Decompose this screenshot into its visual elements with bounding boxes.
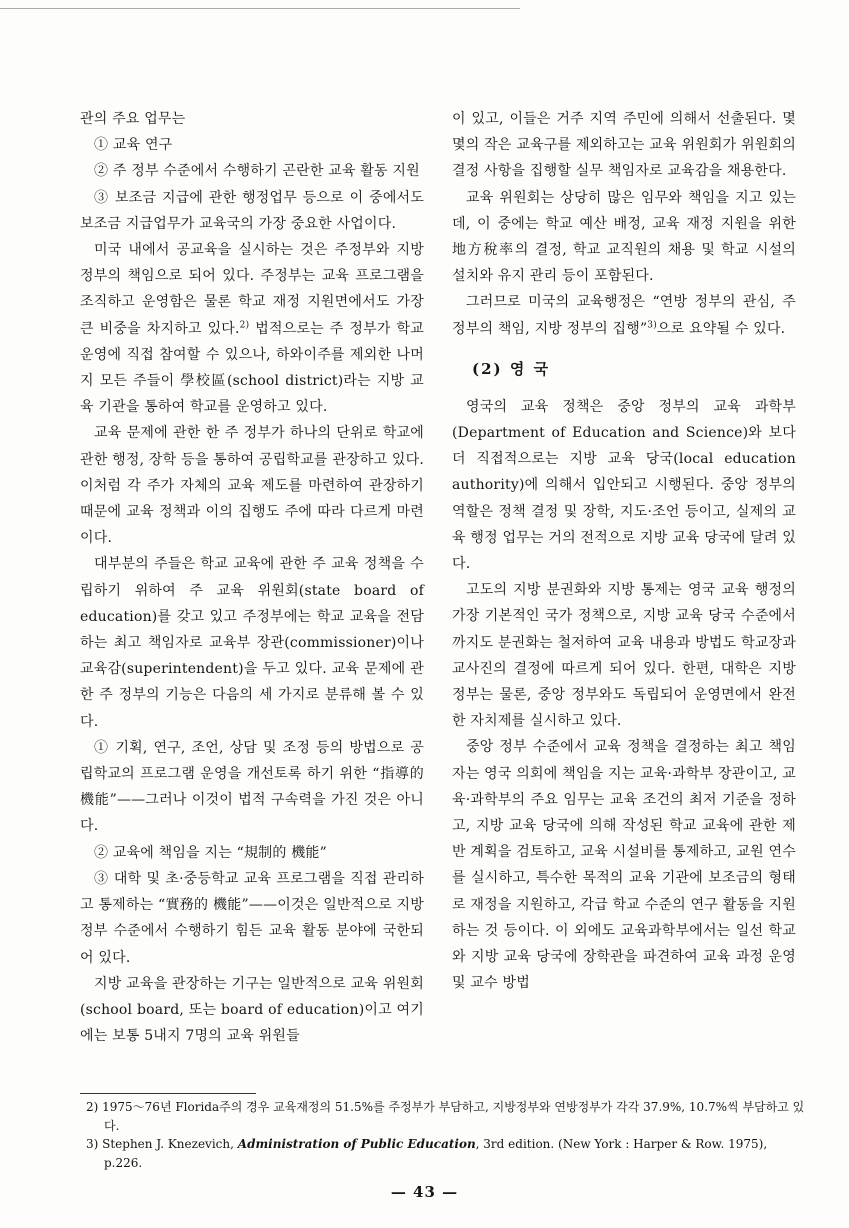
paragraph: 이 있고, 이들은 거주 지역 주민에 의해서 선출된다. 몇몇의 작은 교육구를 제외하고는 교육 위원회가 위원회의 결정 사항을 집행할 실무 책임자로 교육감을 채용한다.: [452, 111, 796, 180]
paragraph: 관의 주요 업무는: [80, 111, 186, 127]
list-item: ① 교육 연구: [94, 137, 173, 154]
paragraph: 교육 문제에 관한 한 주 정부가 하나의 단위로 학교에 관한 행정, 장학 등을 통하여 공립학교를 관장하고 있다. 이처럼 각 주가 자체의 교육 제도를 마련하여 관장하기 때문에 교육 정책과 이의 집행도 주에 따라 다르게 마련이다.: [80, 425, 424, 547]
footnote-3: 3) Stephen J. Knezevich, Administration of Public Education, 3rd edition. (New York : Harper & Row. 1975), p.226.: [86, 1137, 768, 1170]
footnote-2: 2) 1975～76년 Florida주의 경우 교육재정의 51.5%를 주정부가 부담하고, 지방정부와 연방정부가 각각 37.9%, 10.7%씩 부담하고 있다.: [86, 1100, 805, 1133]
right-column: [452, 106, 796, 997]
paragraph: 지방 교육을 관장하는 기구는 일반적으로 교육 위원회(school board, 또는 board of education)이고 여기에는 보통 5내지 7명의 교육 위원들: [80, 975, 424, 1045]
list-item: ② 교육에 책임을 지는 “規制的 機能”: [94, 844, 327, 861]
paragraph: 교육 위원회는 상당히 많은 임무와 책임을 지고 있는데, 이 중에는 학교 예산 배정, 교육 재정 지원을 위한 地方稅率의 결정, 학교 교직원의 채용 및 학교 시설의 설치와 유지 관리 등이 포함된다.: [452, 189, 796, 285]
list-item: ③ 보조금 지급에 관한 행정업무 등으로 이 중에서도 보조금 지급업무가 교육국의 가장 중요한 사업이다.: [80, 189, 424, 232]
paragraph: 대부분의 주들은 학교 교육에 관한 주 교육 정책을 수립하기 위하여 주 교육 위원회(state board of education)를 갖고 있고 주정부에는 학교 교육을 전담하는 최고 책임자로 교육부 장관(commissioner)이나 교육감(superintendent)을 두고 있다. 교육 문제에 관한 주 정부의 기능은 다음의 세 가지로 분류해 볼 수 있다.: [80, 556, 424, 730]
section-heading: (2) 영 국: [472, 359, 551, 378]
paragraph: 중앙 정부 수준에서 교육 정책을 결정하는 최고 책임자는 영국 의회에 책임을 지는 교육·과학부 장관이고, 교육·과학부의 주요 임무는 교육 조건의 최저 기준을 정하고, 지방 교육 당국에 의해 작성된 학교 교육에 관한 제반 계획을 검토하고, 교육 시설비를 통제하고, 교원 연수를 실시하고, 특수한 목적의 교육 기관에 보조금의 형태로 재정을 지원하고, 각급 학교 수준의 연구 활동을 지원하는 것 등이다. 이 외에도 교육과학부에서는 일선 학교와 지방 교육 당국에 장학관을 파견하여 교육 과정 운영 및 교수 방법: [452, 739, 796, 992]
list-item: ② 주 정부 수준에서 수행하기 곤란한 교육 활동 지원: [94, 163, 420, 180]
book-title: Administration of Public Education: [237, 1137, 476, 1151]
list-item: ③ 대학 및 초·중등학교 교육 프로그램을 직접 관리하고 통제하는 “實務的 機能”——이것은 일반적으로 지방정부 수준에서 수행하기 힘든 교육 활동 분야에 국한되어 있다.: [80, 870, 424, 966]
paragraph: 그러므로 미국의 교육행정은 “연방 정부의 관심, 주 정부의 책임, 지방 정부의 집행”$^{3)}$으로 요약될 수 있다.: [452, 294, 796, 337]
paragraph: 미국 내에서 공교육을 실시하는 것은 주정부와 지방 정부의 책임으로 되어 있다. 주정부는 교육 프로그램을 조직하고 운영함은 물론 학교 재정 지원면에서도 가장 큰 비중을 차지하고 있다.$^{2)}$ 법적으로는 주 정부가 학교 운영에 직접 참여할 수 있으나, 하와이주를 제외한 나머지 모든 주들이 學校區(school district)라는 지방 교육 기관을 통하여 학교를 운영하고 있다.: [80, 242, 424, 416]
list-item: ① 기획, 연구, 조언, 상담 및 조정 등의 방법으로 공립학교의 프로그램 운영을 개선토록 하기 위한 “指導的 機能”——그러나 이것이 법적 구속력을 가진 것은 아니다.: [80, 739, 424, 835]
top-rule: [0, 8, 520, 9]
footnote-ref: 3): [647, 319, 657, 330]
paragraph: 고도의 지방 분권화와 지방 통제는 영국 교육 행정의 가장 기본적인 국가 정책으로, 지방 교육 당국 수준에서 까지도 분권화는 철저하여 교육 내용과 방법도 학교장과 교사진의 결정에 따르게 되어 있다. 한편, 대학은 지방 정부는 물론, 중앙 정부와도 독립되어 운영면에서 완전한 자치제를 실시하고 있다.: [452, 582, 796, 730]
footnote-ref: 2): [239, 319, 250, 330]
paragraph: 영국의 교육 정책은 중앙 정부의 교육 과학부(Department of Education and Science)와 보다 더 직접적으로는 지방 교육 당국(local education authority)에 의해서 입안되고 시행된다. 중앙 정부의 역할은 정책 결정 및 장학, 지도·조언 등이고, 실제의 교육 행정 업무는 거의 전적으로 지방 교육 당국에 달려 있다.: [452, 398, 796, 573]
left-column: [80, 106, 424, 1049]
footnotes: [86, 1098, 806, 1172]
footnote-rule: [80, 1093, 256, 1094]
page-number: — 43 —: [390, 1183, 459, 1201]
